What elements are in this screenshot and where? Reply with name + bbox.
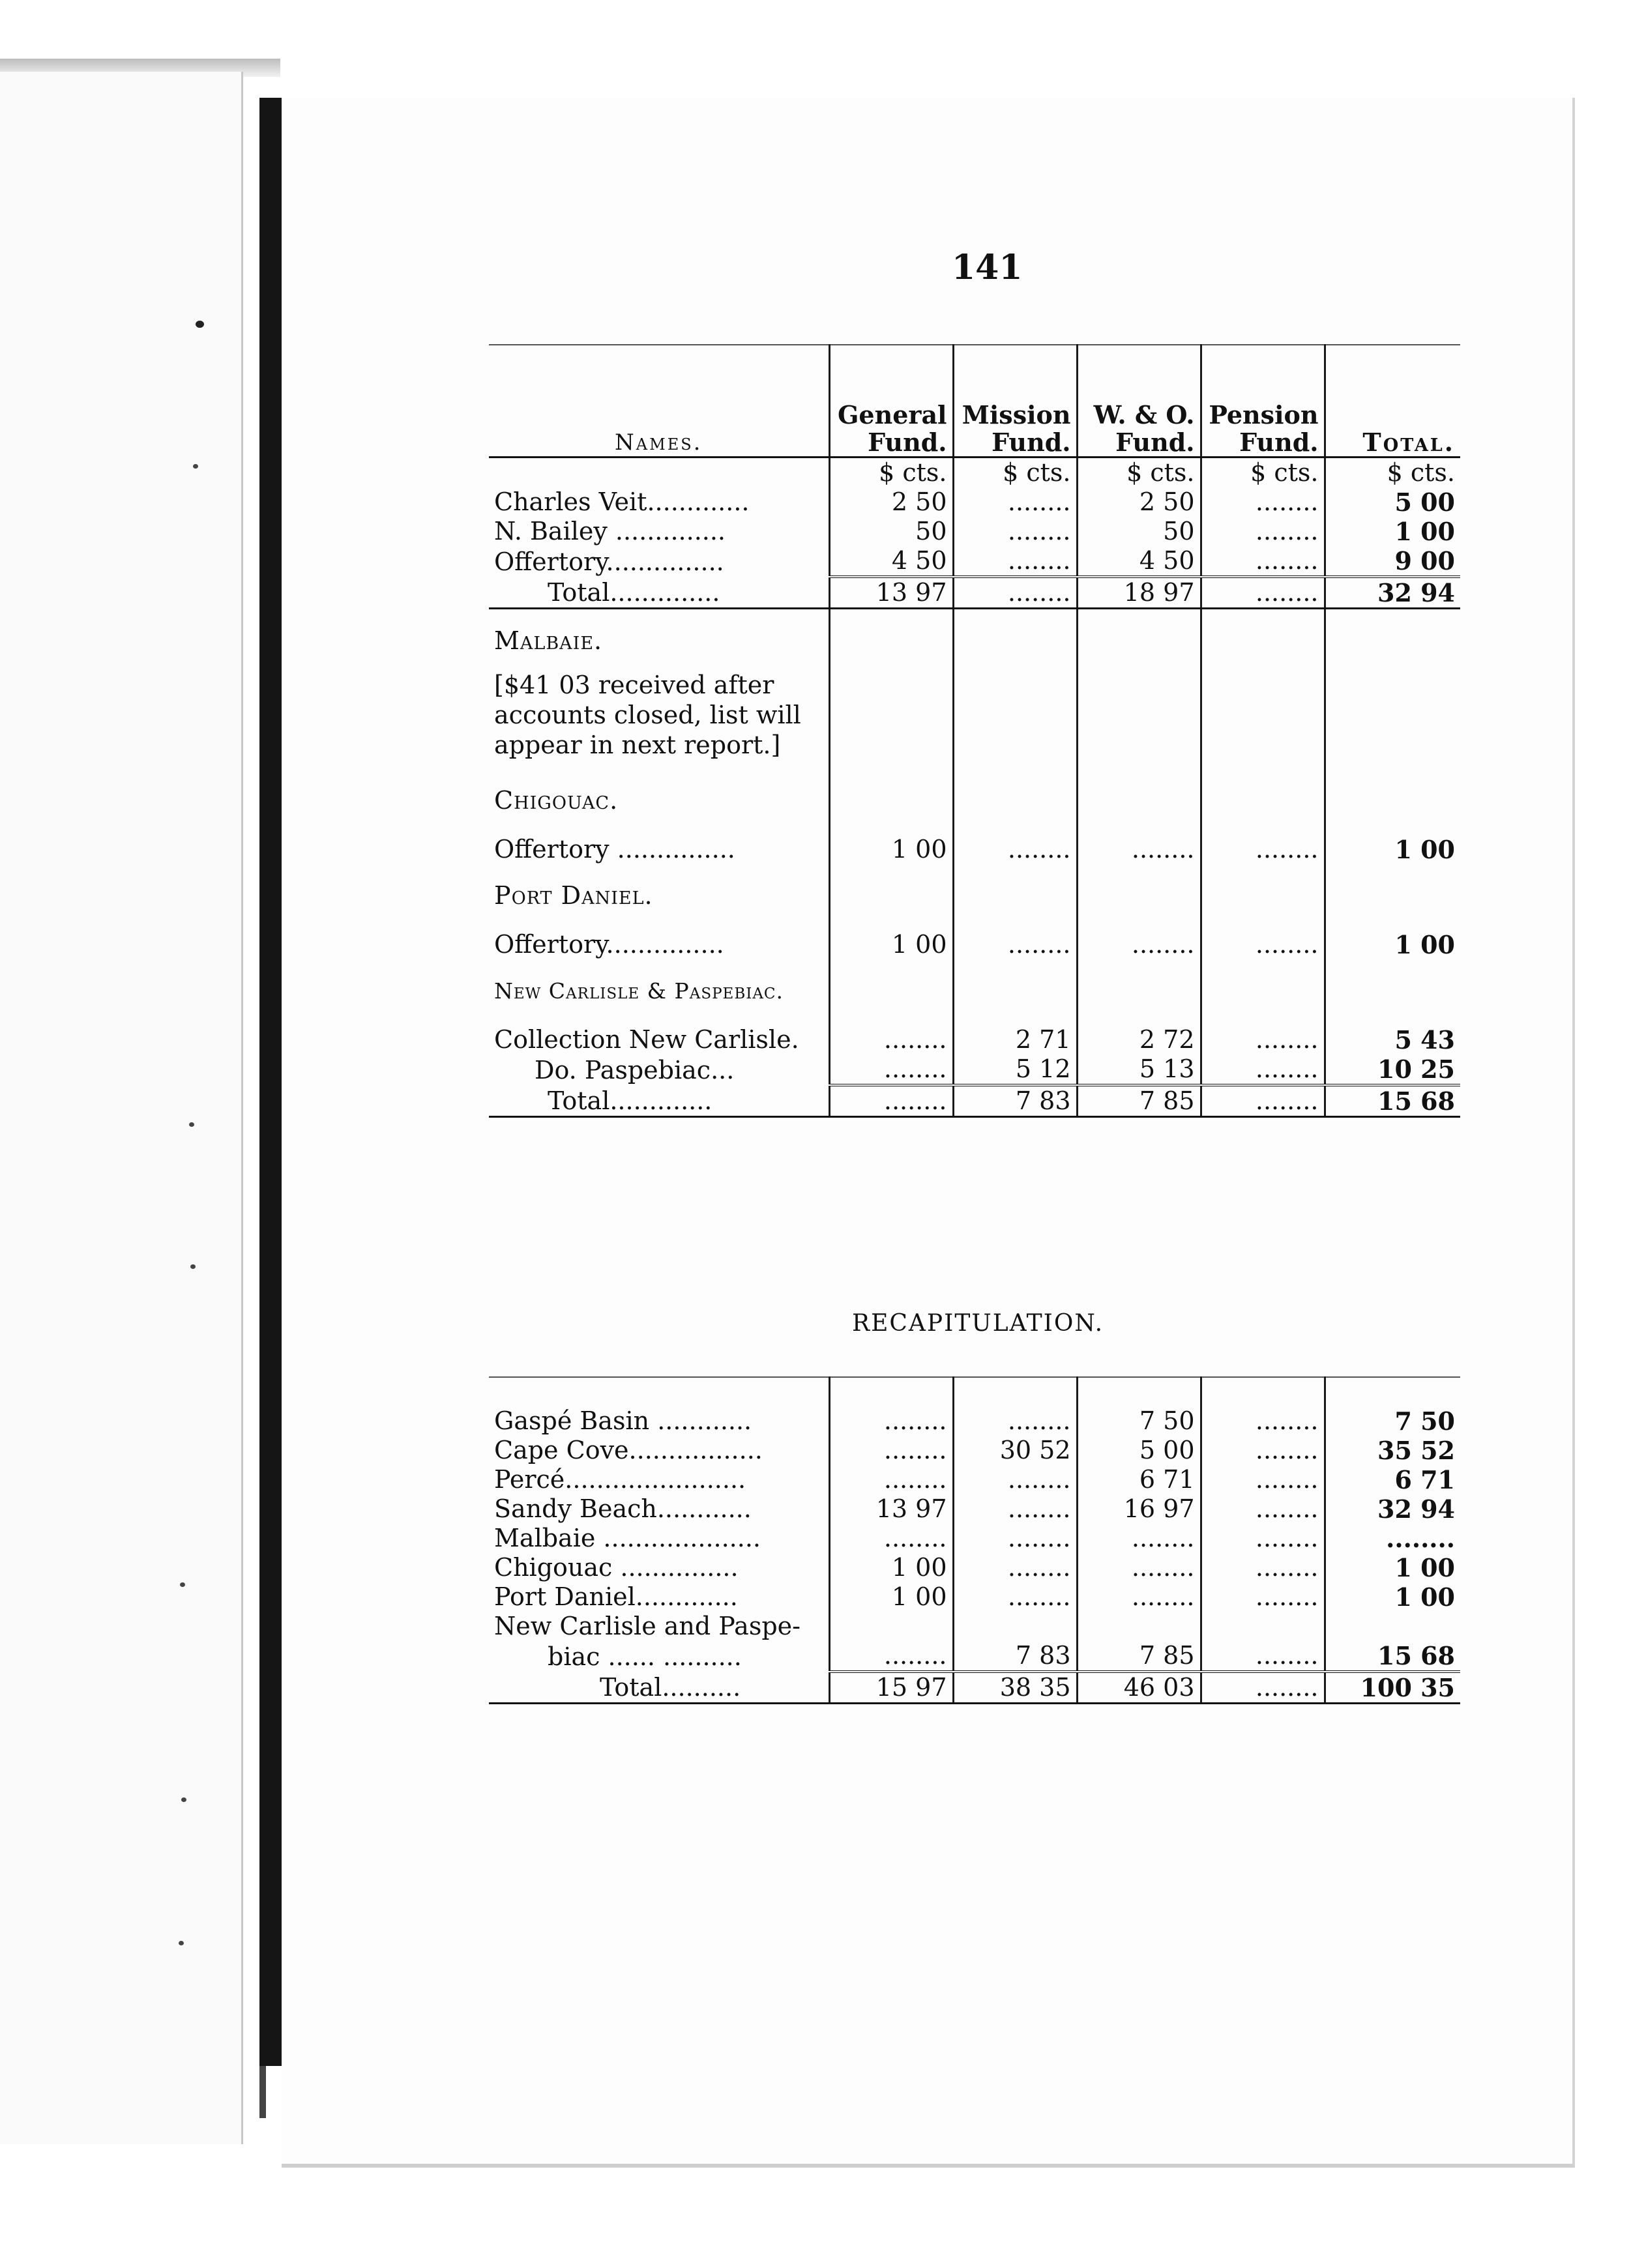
wo-cell: 46 03 [1077,1672,1201,1704]
mission-cell: ........ [953,517,1077,546]
general-cell: 1 00 [829,1553,953,1582]
general-cell: ........ [829,1465,953,1494]
empty-cell [489,1377,829,1406]
row-name: Collection New Carlisle. [494,1025,799,1054]
pension-cell: ........ [1201,821,1325,864]
pension-cell: ........ [1201,1524,1325,1553]
mission-cell: ........ [953,546,1077,577]
mission-cell: ........ [953,1582,1077,1612]
mission-cell: ........ [953,1465,1077,1494]
unit-label: $ cts. [1077,458,1201,488]
wo-cell: ........ [1077,1582,1201,1612]
row-name: Cape Cove................. [494,1436,763,1464]
general-cell: ........ [829,1524,953,1553]
wo-cell: 2 72 [1077,1011,1201,1054]
mission-cell: 38 35 [953,1672,1077,1704]
total-cell: 6 71 [1325,1465,1460,1494]
wo-cell: ........ [1077,821,1201,864]
wo-cell: 7 50 [1077,1406,1201,1436]
empty-cell [1201,864,1325,916]
total-cell: 5 00 [1325,487,1460,517]
pension-cell: ........ [1201,577,1325,609]
total-cell: 35 52 [1325,1436,1460,1465]
empty-cell [1077,1377,1201,1406]
general-cell: ........ [829,1641,953,1672]
mission-cell: 30 52 [953,1436,1077,1465]
pension-cell: ........ [1201,487,1325,517]
general-cell: 2 50 [829,487,953,517]
total-row [489,1085,1460,1117]
pension-cell: ........ [1201,1054,1325,1085]
mission-cell [953,1612,1077,1641]
wo-cell: 2 50 [1077,487,1201,517]
table-row [489,546,1460,577]
row-name: Charles Veit............. [494,487,750,516]
unit-label: $ cts. [829,458,953,488]
page-number: 141 [952,248,1023,287]
pension-cell: ........ [1201,1011,1325,1054]
section-heading-row [489,959,1460,1011]
empty-cell [1201,661,1325,769]
book-spine [259,98,282,2066]
row-name: Percé....................... [494,1465,746,1494]
total-label: Total.............. [489,577,829,609]
empty-cell [1325,864,1460,916]
pension-cell: ........ [1201,517,1325,546]
unit-label: $ cts. [1325,458,1460,488]
wo-cell: 18 97 [1077,577,1201,609]
total-label: Total............. [489,1085,829,1117]
row-name: New Carlisle and Paspe- [494,1612,801,1640]
wo-cell: 7 85 [1077,1085,1201,1117]
empty-cell [1077,864,1201,916]
row-name: Port Daniel............. [494,1582,738,1611]
row-name: Malbaie .................... [494,1524,761,1552]
pension-cell: ........ [1201,1582,1325,1612]
general-cell: 1 00 [829,821,953,864]
section-heading-malbaie: Malbaie. [494,626,603,655]
general-cell: ........ [829,1436,953,1465]
row-name: biac ...... .......... [548,1642,742,1671]
total-cell: 7 50 [1325,1406,1460,1436]
empty-cell [829,769,953,821]
total-cell: 100 35 [1325,1672,1460,1704]
general-cell: ........ [829,1406,953,1436]
pension-cell [1201,1612,1325,1641]
total-cell: 1 00 [1325,1582,1460,1612]
table-row [489,1406,1460,1436]
total-cell: 32 94 [1325,1494,1460,1524]
units-blank [489,458,829,488]
empty-cell [1077,769,1201,821]
section-heading-row [489,609,1460,662]
wo-cell: 4 50 [1077,546,1201,577]
mission-cell: ........ [953,821,1077,864]
table-row [489,487,1460,517]
empty-cell [1201,959,1325,1011]
total-cell: 1 00 [1325,916,1460,959]
general-cell: 13 97 [829,1494,953,1524]
empty-cell [1325,959,1460,1011]
wo-cell [1077,1612,1201,1641]
empty-cell [953,661,1077,769]
general-cell: 15 97 [829,1672,953,1704]
total-cell: 1 00 [1325,1553,1460,1582]
total-cell: 9 00 [1325,546,1460,577]
wo-cell: 50 [1077,517,1201,546]
previous-page-edge [0,72,243,2144]
pension-cell: ........ [1201,1465,1325,1494]
empty-cell [1201,1377,1325,1406]
empty-cell [829,609,953,662]
table-row [489,821,1460,864]
empty-cell [1077,609,1201,662]
total-header: Total. [1325,345,1460,458]
empty-cell [1325,769,1460,821]
wo-cell: ........ [1077,1553,1201,1582]
book-spine-tail [259,2066,266,2118]
row-name: Chigouac ............... [494,1553,739,1582]
general-cell: ........ [829,1054,953,1085]
empty-cell [1325,1377,1460,1406]
pension-cell: ........ [1201,546,1325,577]
empty-cell [1201,609,1325,662]
total-cell: 15 68 [1325,1085,1460,1117]
empty-cell [829,864,953,916]
general-cell: ........ [829,1085,953,1117]
wo-cell: 7 85 [1077,1641,1201,1672]
names-header: Names. [489,345,829,458]
table-row [489,1011,1460,1054]
empty-cell [829,1377,953,1406]
wo-cell: ........ [1077,1524,1201,1553]
pension-cell: ........ [1201,1436,1325,1465]
row-name: Sandy Beach............ [494,1494,752,1523]
units-row [489,458,1460,488]
table-row [489,1553,1460,1582]
row-name: Offertory ............... [494,835,735,864]
mission-fund-header: Mission Fund. [953,345,1077,458]
empty-cell [829,959,953,1011]
wo-cell: 5 13 [1077,1054,1201,1085]
scan-speck [179,1941,184,1945]
wo-cell: 16 97 [1077,1494,1201,1524]
empty-cell [953,1377,1077,1406]
total-row [489,1672,1460,1704]
table-row [489,1641,1460,1672]
pension-cell: ........ [1201,1085,1325,1117]
total-cell: 10 25 [1325,1054,1460,1085]
empty-cell [1077,959,1201,1011]
general-cell: 1 00 [829,916,953,959]
mission-cell: 5 12 [953,1054,1077,1085]
empty-cell [953,864,1077,916]
note-row [489,661,1460,769]
wo-fund-header: W. & O. Fund. [1077,345,1201,458]
empty-cell [953,609,1077,662]
mission-cell: ........ [953,1524,1077,1553]
row-name: N. Bailey .............. [494,517,726,545]
empty-cell [953,959,1077,1011]
total-label: Total.......... [489,1672,829,1704]
wo-cell: 5 00 [1077,1436,1201,1465]
recapitulation-table [489,1376,1460,1704]
general-cell: 13 97 [829,577,953,609]
general-cell: 1 00 [829,1582,953,1612]
mission-cell: ........ [953,1406,1077,1436]
mission-cell: ........ [953,916,1077,959]
total-cell: 32 94 [1325,577,1460,609]
scan-speck [189,1122,194,1127]
general-cell: 50 [829,517,953,546]
pension-cell: ........ [1201,916,1325,959]
total-cell: 1 00 [1325,821,1460,864]
scan-speck [196,321,204,328]
section-heading-row [489,769,1460,821]
table-row [489,517,1460,546]
general-cell: ........ [829,1011,953,1054]
mission-cell: ........ [953,577,1077,609]
mission-cell: ........ [953,1494,1077,1524]
section-heading-chigouac: Chigouac. [494,786,619,815]
total-row [489,577,1460,609]
table-row [489,916,1460,959]
mission-cell: ........ [953,1553,1077,1582]
empty-cell [1077,661,1201,769]
total-cell [1325,1612,1460,1641]
mission-cell: 7 83 [953,1641,1077,1672]
empty-cell [1325,661,1460,769]
unit-label: $ cts. [953,458,1077,488]
pension-cell: ........ [1201,1406,1325,1436]
section-heading-row [489,864,1460,916]
empty-cell [829,661,953,769]
general-fund-header: General Fund. [829,345,953,458]
section-heading-port-daniel: Port Daniel. [494,881,653,910]
row-name: Offertory............... [494,930,724,959]
general-cell: 4 50 [829,546,953,577]
table-row [489,1494,1460,1524]
unit-label: $ cts. [1201,458,1325,488]
table-row [489,1582,1460,1612]
table-row [489,1524,1460,1553]
section-heading-new-carlisle: New Carlisle & Paspebiac. [494,978,784,1004]
table-header-row [489,345,1460,458]
row-name: Do. Paspebiac... [535,1056,735,1084]
table-row [489,1465,1460,1494]
empty-cell [1201,769,1325,821]
malbaie-note: [$41 03 received after accounts closed, list will appear in next report.] [494,671,801,759]
total-cell: 1 00 [1325,517,1460,546]
total-cell: 5 43 [1325,1011,1460,1054]
recapitulation-title: RECAPITULATION. [851,1310,1104,1337]
mission-cell: ........ [953,487,1077,517]
pension-cell: ........ [1201,1553,1325,1582]
row-name: Offertory............... [494,547,724,576]
wo-cell: 6 71 [1077,1465,1201,1494]
wo-cell: ........ [1077,916,1201,959]
table-row [489,1054,1460,1085]
empty-cell [1325,609,1460,662]
table-row [489,1436,1460,1465]
total-cell: 15 68 [1325,1641,1460,1672]
general-cell [829,1612,953,1641]
scan-speck [193,464,198,469]
mission-cell: 2 71 [953,1011,1077,1054]
row-name: Gaspé Basin ............ [494,1406,752,1435]
pension-cell: ........ [1201,1494,1325,1524]
mission-cell: 7 83 [953,1085,1077,1117]
table-row [489,1612,1460,1641]
recap-top-rule [489,1377,1460,1406]
pension-fund-header: Pension Fund. [1201,345,1325,458]
pension-cell: ........ [1201,1641,1325,1672]
scan-speck [190,1264,196,1269]
scan-speck [180,1582,185,1587]
scan-speck [181,1797,186,1802]
empty-cell [953,769,1077,821]
total-cell: ........ [1325,1524,1460,1553]
contributions-table [489,344,1460,1118]
pension-cell: ........ [1201,1672,1325,1704]
